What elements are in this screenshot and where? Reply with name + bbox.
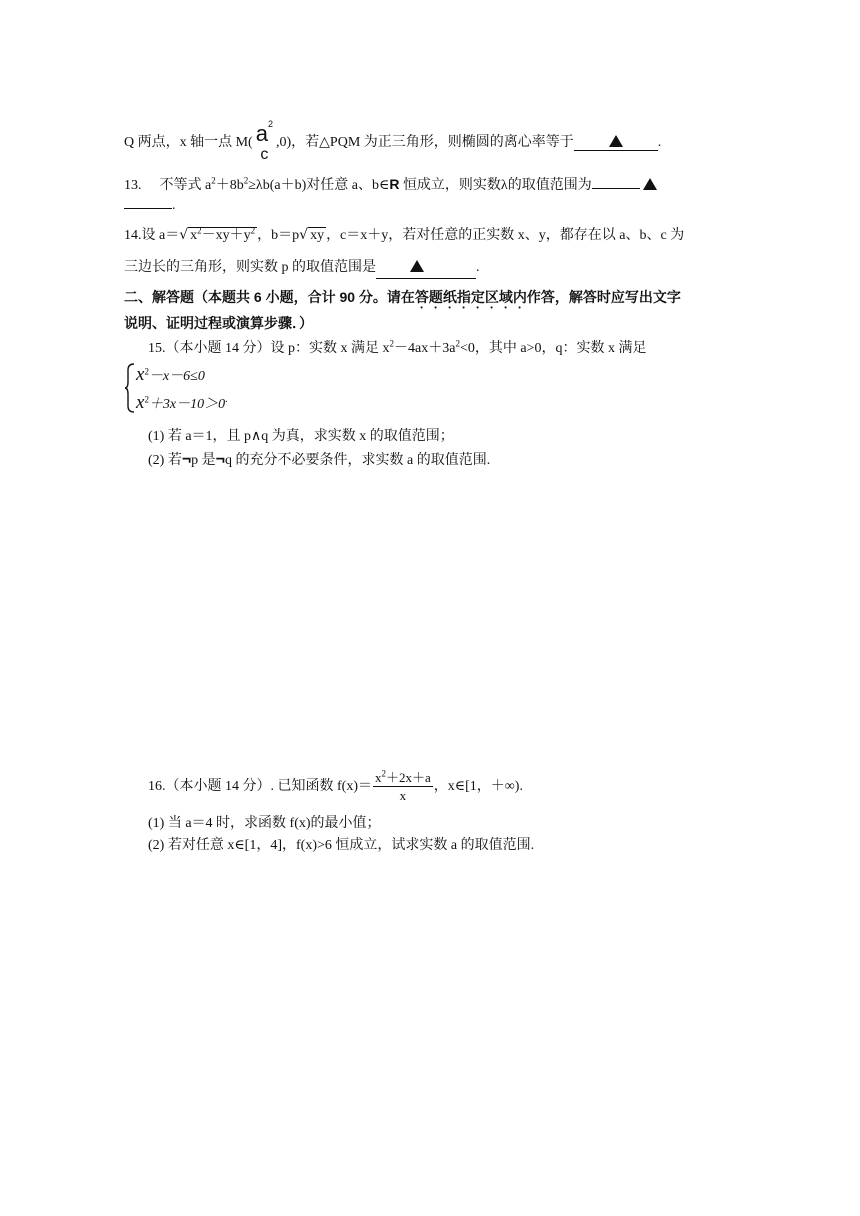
q12-frac-den: c (260, 145, 269, 163)
q16-frac-den: x (373, 786, 433, 804)
q16-part1: (1) 当 a＝4 时，求函数 f(x)的最小值； (148, 816, 381, 831)
negation-icon: ¬ (181, 451, 192, 468)
q12-fraction: $a^2$ c (255, 118, 273, 163)
q15-system-line1: $x^2-x-6\le 0$ (136, 364, 205, 385)
q14-number: 14. (124, 228, 142, 243)
q16-fraction: $\frac{x^2+2x+a}{x}$ (375, 768, 431, 804)
q15-inequality-system (124, 362, 264, 414)
section-heading: 二、解答题（本题共 6 小题，合计 90 分。请在答题纸指定区域内作答，解答时应写出文字 (124, 289, 681, 305)
q13-answer-blank-b[interactable] (124, 208, 172, 209)
q14-sqrt-b: xy (310, 228, 325, 243)
q12-frac-num: a (255, 120, 268, 146)
section-heading-line2: 说明、证明过程或演算步骤．） (124, 315, 313, 331)
real-set-symbol: R (389, 176, 400, 192)
q14-answer-blank[interactable] (376, 258, 476, 279)
q14-sqrt-a: $x^2-xy+y^2$ (190, 225, 256, 243)
sqrt-icon: √ (179, 227, 189, 243)
q13-line: 13. 不等式 $a^2+8b^2\ge\lambda b(a+b)$对任意 a、b∈R 恒成立，则实数λ的取值范围为 (124, 174, 660, 196)
q16-header: 16.（本小题 14 分）. 已知函数 f(x)＝ $\frac{x^2+2x+a}{x}$ ，x∈[1，＋∞). (148, 768, 523, 804)
triangle-icon (609, 135, 623, 147)
q15-system-line2: $x^2+3x-10>0^.$ (136, 392, 228, 413)
q13-number: 13. (124, 178, 142, 193)
q12-text-pre: Q 两点，x 轴一点 M( (124, 135, 253, 150)
q13-line2: . (124, 196, 176, 216)
q12-text-post: ,0)，若△PQM 为正三角形，则椭圆的离心率等于 (276, 135, 574, 150)
triangle-icon (410, 260, 424, 272)
q14-line1: 14.设 a＝√ $x^2-xy+y^2$ ，b＝p√ xy ，c＝x＋y，若对任意的正实数 x、y，都存在以 a、b、c 为 (124, 225, 685, 243)
q15-part2: (2) 若¬p 是¬q 的充分不必要条件，求实数 a 的取值范围. (148, 451, 491, 468)
q13-answer-blank-a[interactable] (592, 188, 640, 189)
sqrt-icon: √ (299, 227, 309, 243)
triangle-icon (643, 178, 657, 190)
q12-answer-blank[interactable] (574, 135, 658, 151)
section-heading-emphasis: 答题纸指定区域内 (414, 289, 527, 305)
q14-line2: 三边长的三角形，则实数 p 的取值范围是 . (124, 258, 480, 279)
left-brace-icon (124, 362, 136, 414)
q12-line: Q 两点，x 轴一点 M( $a^2$ c ,0)，若△PQM 为正三角形，则椭圆的离心率等于 . (124, 118, 662, 163)
negation-icon: ¬ (215, 451, 226, 468)
q16-part2: (2) 若对任意 x∈[1，4]，f(x)>6 恒成立，试求实数 a 的取值范围. (148, 838, 535, 853)
q15-header: 15.（本小题 14 分）设 p：实数 x 满足 $x^2-4ax+3a^2<0$，其中 a>0，q：实数 x 满足 (148, 338, 647, 356)
q15-part1: (1) 若 a＝1，且 p∧q 为真，求实数 x 的取值范围； (148, 429, 454, 444)
